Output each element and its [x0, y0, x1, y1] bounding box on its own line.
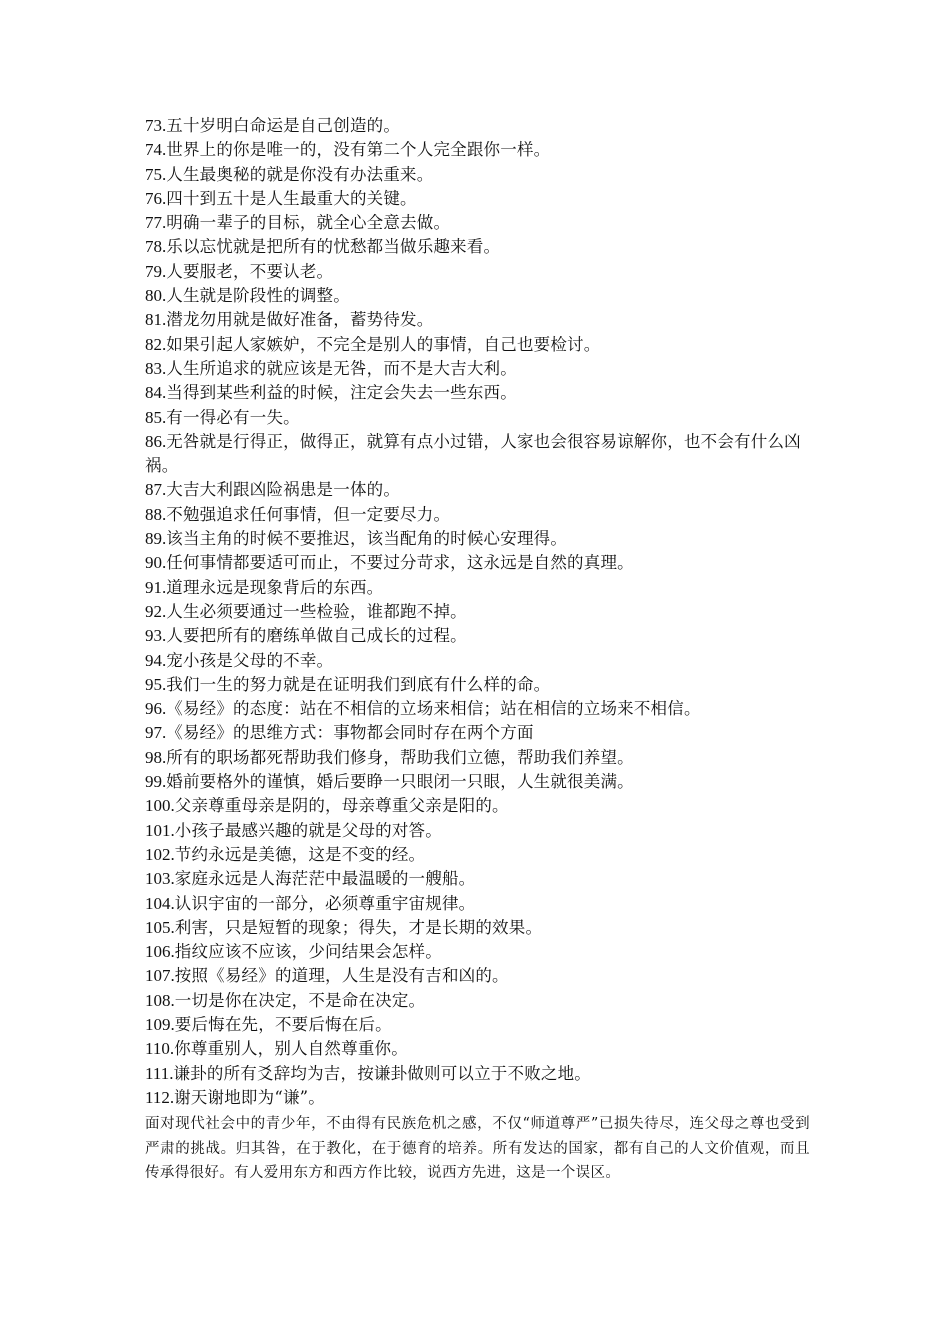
item-text: 要后悔在先，不要后悔在后。 [174, 1014, 392, 1034]
list-item [145, 430, 810, 479]
item-text: 所有的职场都死帮助我们修身，帮助我们立德，帮助我们养望。 [166, 747, 634, 767]
item-number: 77. [145, 213, 167, 233]
list-item [145, 746, 810, 770]
item-number: 85. [145, 407, 167, 427]
item-text: 《易经》的态度：站在不相信的立场来相信；站在相信的立场来不相信。 [166, 699, 701, 719]
item-text: 利害，只是短暂的现象；得失，才是长期的效果。 [174, 917, 543, 937]
item-text: 人生就是阶段性的调整。 [166, 286, 350, 306]
item-text: 乐以忘忧就是把所有的忧愁都当做乐趣来看。 [166, 237, 501, 257]
item-text: 任何事情都要适可而止，不要过分苛求，这永远是自然的真理。 [166, 553, 634, 573]
item-text: 人生所追求的就应该是无咎，而不是大吉大利。 [166, 358, 517, 378]
list-item [145, 551, 810, 575]
item-text: 宠小孩是父母的不幸。 [166, 650, 334, 670]
item-number: 106. [145, 942, 175, 962]
item-number: 93. [145, 626, 167, 646]
item-text: 认识宇宙的一部分，必须尊重宇宙规律。 [174, 893, 476, 913]
item-number: 101. [145, 820, 175, 840]
item-text: 四十到五十是人生最重大的关键。 [166, 188, 417, 208]
item-text: 指纹应该不应该，少问结果会怎样。 [174, 942, 442, 962]
item-text: 我们一生的努力就是在证明我们到底有什么样的命。 [166, 674, 551, 694]
item-text: 无咎就是行得正，做得正，就算有点小过错，人家也会很容易谅解你，也不会有什么凶祸。 [145, 431, 801, 476]
item-number: 88. [145, 504, 167, 524]
item-number: 111. [145, 1063, 174, 1083]
item-text: 父亲尊重母亲是阴的，母亲尊重父亲是阳的。 [174, 796, 509, 816]
item-text: 五十岁明白命运是自己创造的。 [166, 116, 401, 135]
item-text: 该当主角的时候不要推迟，该当配角的时候心安理得。 [166, 529, 568, 549]
item-number: 97. [145, 723, 167, 743]
item-text: 人生最奥秘的就是你没有办法重来。 [166, 164, 434, 184]
list-item [145, 624, 810, 648]
list-item [145, 819, 810, 843]
list-item [145, 333, 810, 357]
list-item [145, 357, 810, 381]
list-item [145, 235, 810, 259]
item-text: 大吉大利跟凶险祸患是一体的。 [166, 480, 401, 500]
item-number: 98. [145, 747, 167, 767]
list-item [145, 892, 810, 916]
list-item [145, 600, 810, 624]
list-item [145, 1062, 810, 1086]
item-number: 95. [145, 674, 167, 694]
numbered-list [145, 114, 810, 1110]
list-item [145, 576, 810, 600]
list-item [145, 940, 810, 964]
list-item [145, 381, 810, 405]
item-text: 如果引起人家嫉妒，不完全是别人的事情，自己也要检讨。 [166, 334, 601, 354]
item-number: 73. [145, 116, 167, 135]
item-number: 80. [145, 286, 167, 306]
item-number: 100. [145, 796, 175, 816]
list-item [145, 1037, 810, 1061]
item-number: 76. [145, 188, 167, 208]
list-item [145, 284, 810, 308]
list-item [145, 649, 810, 673]
list-item [145, 1086, 810, 1110]
item-number: 87. [145, 480, 167, 500]
item-number: 86. [145, 431, 167, 451]
item-text: 你尊重别人，别人自然尊重你。 [174, 1039, 408, 1059]
item-number: 83. [145, 358, 167, 378]
list-item [145, 211, 810, 235]
list-item [145, 163, 810, 187]
document-content [145, 114, 810, 1200]
item-number: 79. [145, 261, 167, 281]
item-number: 90. [145, 553, 167, 573]
list-item [145, 1013, 810, 1037]
item-number: 112. [145, 1087, 175, 1107]
list-item [145, 989, 810, 1013]
item-text: 不勉强追求任何事情，但一定要尽力。 [166, 504, 451, 524]
list-item [145, 527, 810, 551]
list-item [145, 916, 810, 940]
item-number: 89. [145, 529, 167, 549]
item-number: 92. [145, 601, 167, 621]
list-item [145, 673, 810, 697]
closing-paragraph: 面对现代社会中的青少年，不由得有民族危机之感，不仅“师道尊严”已损失待尽，连父母之尊也受到严肃的挑战。归其咎，在于教化，在于德育的培养。所有发达的国家，都有自己的人文价值观，而且传承得很好。有人爱用东方和西方作比较，说西方先进，这是一个误区。 [145, 1116, 810, 1182]
item-number: 102. [145, 844, 175, 864]
item-number: 110. [145, 1039, 175, 1059]
item-text: 一切是你在决定，不是命在决定。 [174, 990, 426, 1010]
list-item [145, 721, 810, 745]
item-text: 《易经》的思维方式：事物都会同时存在两个方面 [166, 723, 534, 743]
item-text: 有一得必有一失。 [166, 407, 300, 427]
item-text: 婚前要格外的谨慎，婚后要睁一只眼闭一只眼，人生就很美满。 [166, 772, 634, 792]
item-number: 107. [145, 966, 175, 986]
item-text: 当得到某些利益的时候，注定会失去一些东西。 [166, 383, 517, 403]
item-text: 明确一辈子的目标，就全心全意去做。 [166, 213, 451, 233]
item-text: 按照《易经》的道理，人生是没有吉和凶的。 [174, 966, 509, 986]
item-text: 人生必须要通过一些检验，谁都跑不掉。 [166, 601, 467, 621]
item-number: 96. [145, 699, 167, 719]
list-item [145, 308, 810, 332]
item-text: 人要服老，不要认老。 [166, 261, 334, 281]
item-number: 104. [145, 893, 175, 913]
list-item [145, 697, 810, 721]
item-text: 节约永远是美德，这是不变的经。 [174, 844, 426, 864]
list-item [145, 406, 810, 430]
list-item [145, 138, 810, 162]
item-number: 78. [145, 237, 167, 257]
item-number: 109. [145, 1014, 175, 1034]
item-number: 75. [145, 164, 167, 184]
list-item [145, 114, 810, 138]
list-item [145, 260, 810, 284]
item-number: 108. [145, 990, 175, 1010]
item-number: 81. [145, 310, 167, 330]
list-item [145, 478, 810, 502]
item-text: 家庭永远是人海茫茫中最温暖的一艘船。 [174, 869, 476, 889]
item-text: 谦卦的所有爻辞均为吉，按谦卦做则可以立于不败之地。 [173, 1063, 591, 1083]
list-item [145, 794, 810, 818]
item-number: 99. [145, 772, 167, 792]
item-number: 84. [145, 383, 167, 403]
item-text: 潜龙勿用就是做好准备，蓄势待发。 [166, 310, 434, 330]
item-text: 世界上的你是唯一的，没有第二个人完全跟你一样。 [166, 140, 551, 160]
list-item [145, 187, 810, 211]
list-item [145, 503, 810, 527]
item-number: 74. [145, 140, 167, 160]
item-text: 小孩子最感兴趣的就是父母的对答。 [174, 820, 442, 840]
list-item [145, 867, 810, 891]
list-item [145, 964, 810, 988]
item-text: 道理永远是现象背后的东西。 [166, 577, 384, 597]
item-number: 94. [145, 650, 167, 670]
item-number: 91. [145, 577, 167, 597]
item-number: 82. [145, 334, 167, 354]
item-text: 人要把所有的磨练单做自己成长的过程。 [166, 626, 467, 646]
item-number: 103. [145, 869, 175, 889]
item-text: 谢天谢地即为“谦”。 [174, 1087, 325, 1107]
list-item [145, 770, 810, 794]
list-item [145, 843, 810, 867]
item-number: 105. [145, 917, 175, 937]
